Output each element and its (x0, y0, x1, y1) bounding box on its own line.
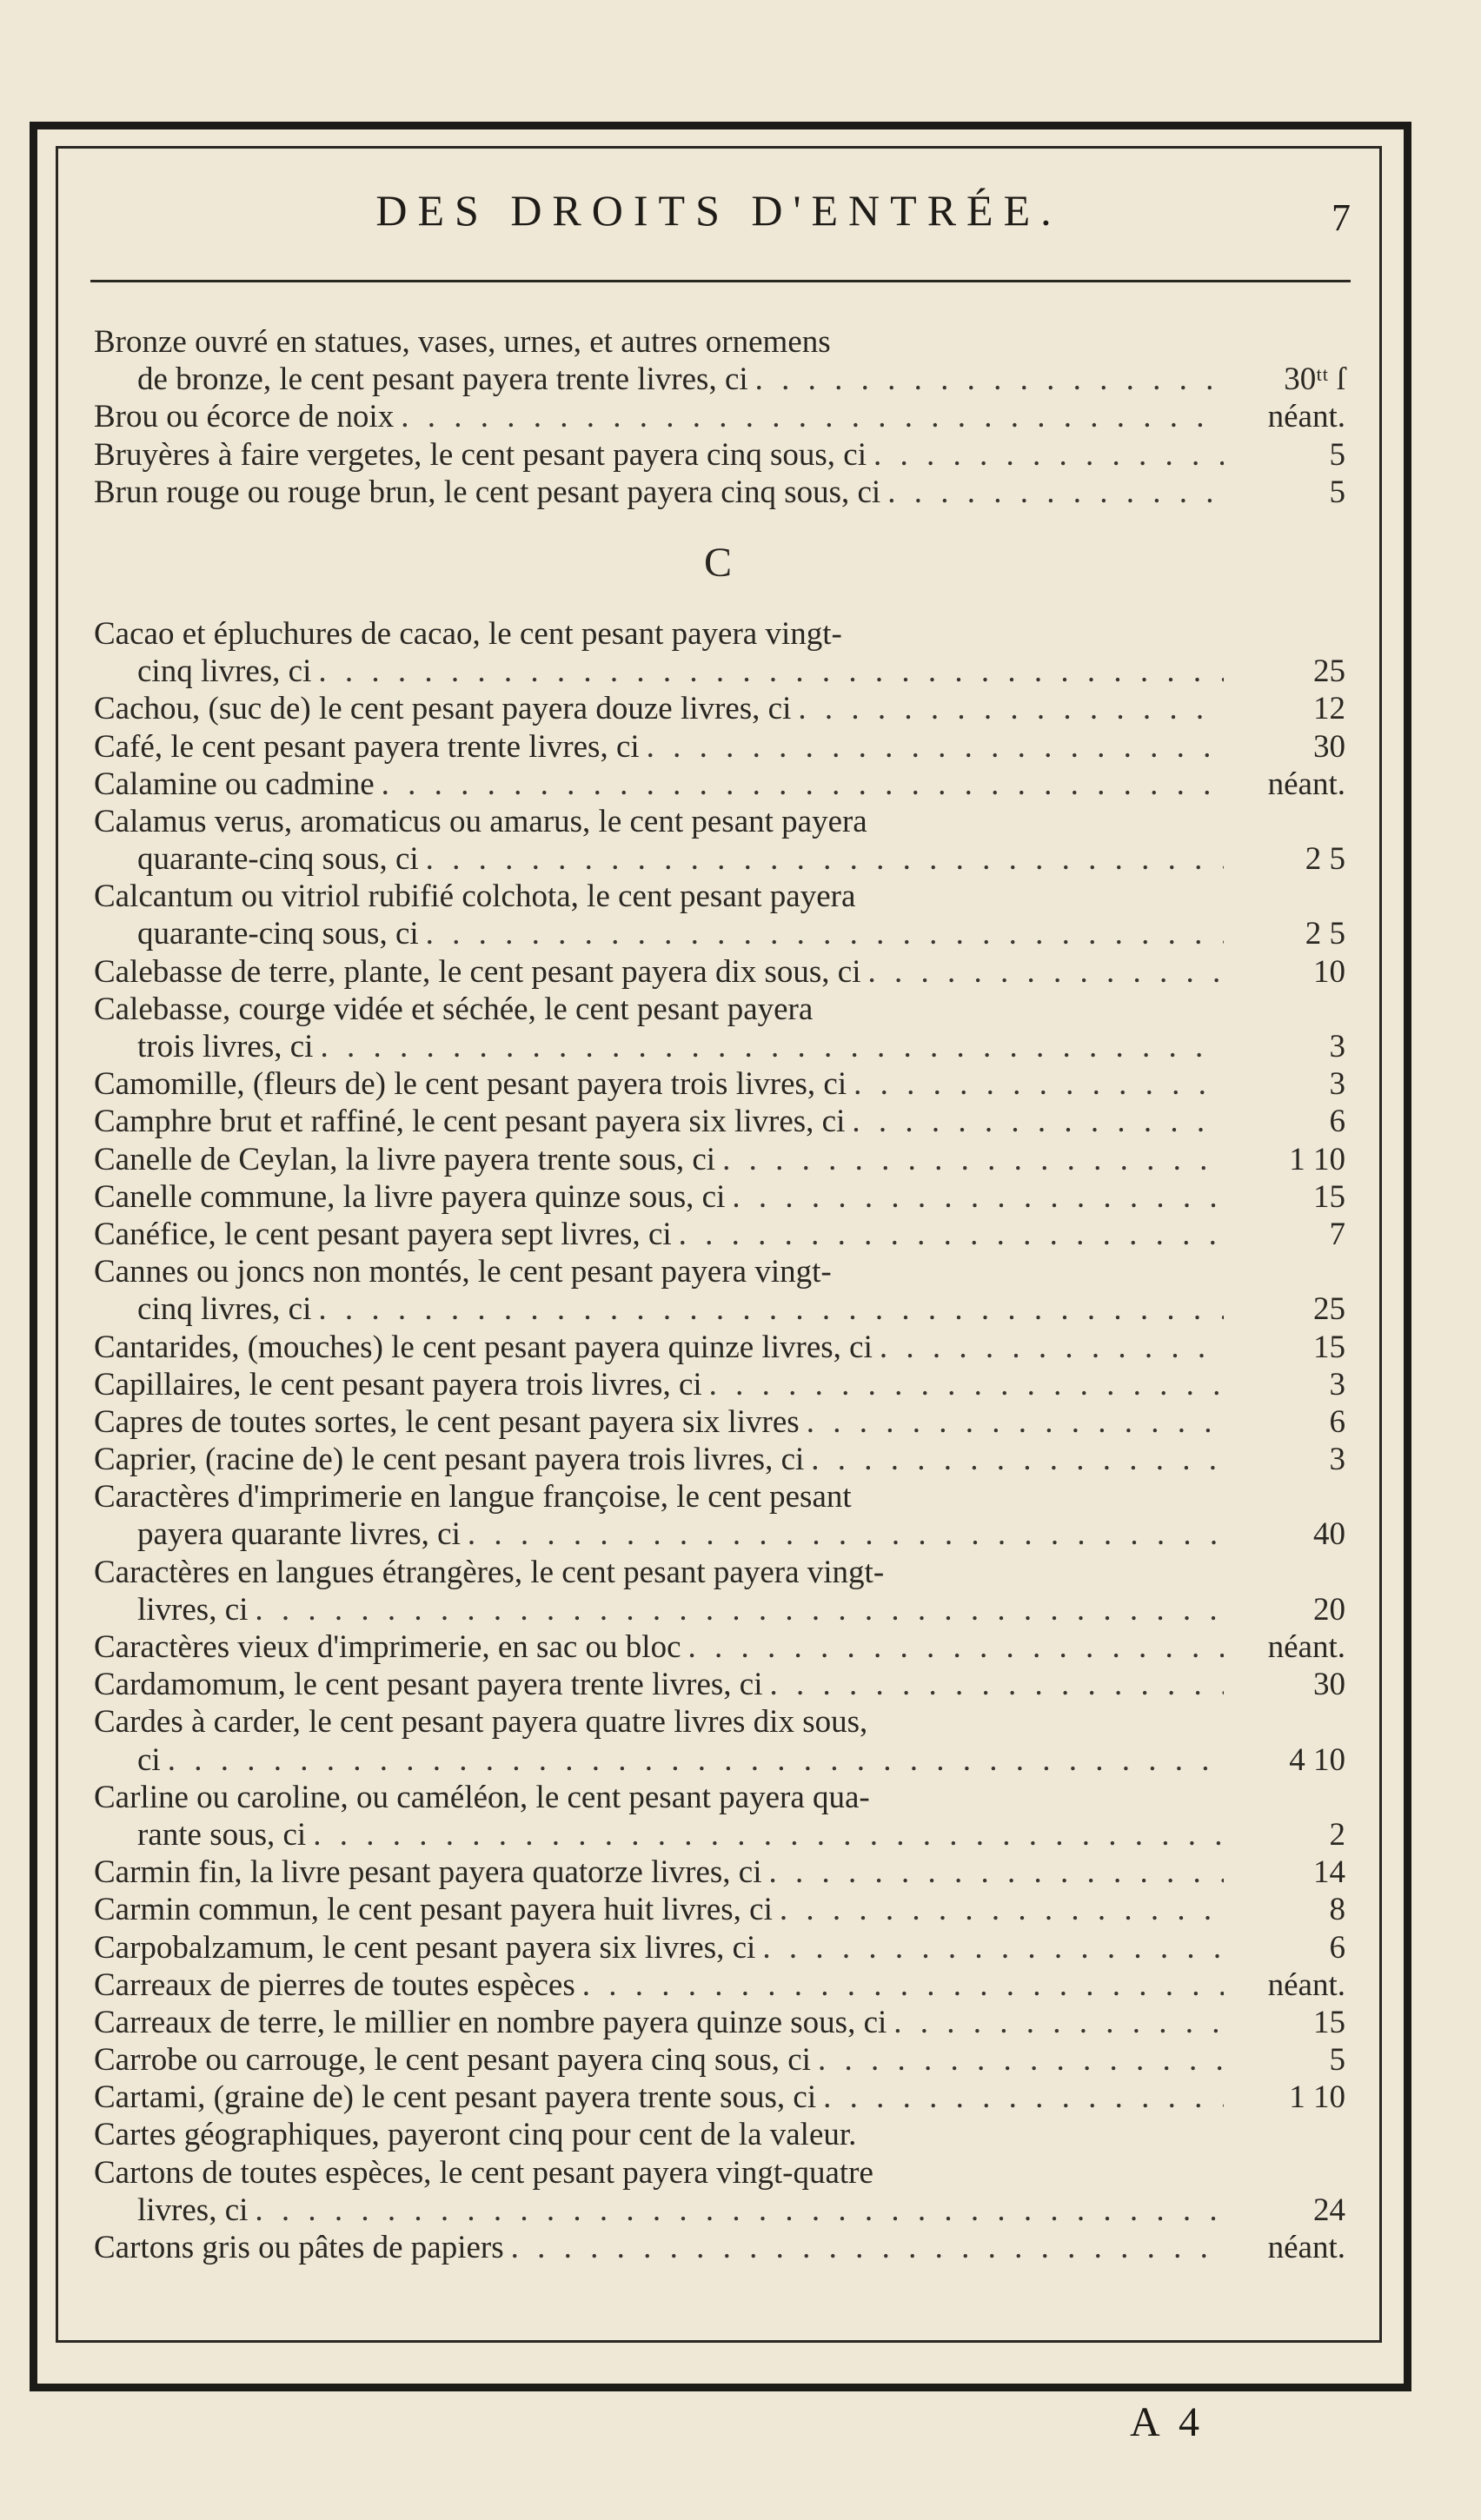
tariff-entry (94, 1329, 1345, 1366)
entry-line (94, 1366, 1345, 1403)
duty-amount: 1 10 (1289, 1141, 1345, 1177)
entry-text: Canéfice, le cent pesant payera sept livres, ci (94, 1216, 672, 1252)
entry-line (94, 1403, 1345, 1441)
tariff-entry (94, 1779, 1345, 1854)
tariff-entry (94, 991, 1345, 1065)
tariff-entry (94, 2041, 1345, 2079)
entry-line (94, 991, 1345, 1028)
dot-leaders (647, 728, 1224, 766)
duty-amount: 6 (1329, 1403, 1345, 1440)
dot-leaders (755, 361, 1224, 398)
entry-text: livres, ci (137, 2192, 249, 2228)
tariff-entry (94, 1966, 1345, 2004)
running-title: DES DROITS D'ENTRÉE. (375, 186, 1062, 235)
dot-leaders (880, 1329, 1224, 1366)
tariff-entry (94, 1854, 1345, 1891)
dot-leaders (320, 1028, 1224, 1065)
duty-amount: 2 5 (1305, 841, 1345, 878)
duty-amount: 6 (1329, 1929, 1345, 1966)
entry-line (94, 1141, 1345, 1178)
entry-text: Cannes ou joncs non montés, le cent pesant payera vingt- (94, 1254, 832, 1290)
tariff-entry (94, 1065, 1345, 1103)
entry-line (94, 690, 1345, 727)
duty-amount: 24 (1313, 2192, 1345, 2228)
entry-line (94, 2192, 1345, 2229)
duty-amount: 3 (1329, 1066, 1345, 1103)
entry-text: Camphre brut et raffiné, le cent pesant payera six livres, ci (94, 1104, 846, 1140)
entry-text: Cardes à carder, le cent pesant payera quatre livres dix sous, (94, 1704, 868, 1741)
entry-line (94, 878, 1345, 915)
entry-text: Brun rouge ou rouge brun, le cent pesant payera cinq sous, ci (94, 474, 881, 510)
tariff-entry (94, 690, 1345, 727)
entry-text: Caprier, (racine de) le cent pesant payera trois livres, ci (94, 1442, 805, 1478)
entry-line (94, 1628, 1345, 1666)
tariff-entry (94, 1628, 1345, 1666)
entry-text: Capres de toutes sortes, le cent pesant payera six livres (94, 1403, 800, 1440)
entry-line (94, 1028, 1345, 1065)
duty-amount: 3 (1329, 1029, 1345, 1064)
entry-line (94, 653, 1345, 690)
entry-text: Canelle commune, la livre payera quinze sous, ci (94, 1178, 726, 1215)
tariff-entry (94, 878, 1345, 952)
entry-line (94, 915, 1345, 952)
entry-line (94, 1779, 1345, 1816)
dot-leaders (679, 1216, 1224, 1253)
entry-text: Cantarides, (mouches) le cent pesant payera quinze livres, ci (94, 1329, 873, 1365)
duty-amount: 15 (1313, 2004, 1345, 2040)
dot-leaders (762, 1929, 1224, 1966)
tariff-entry (94, 1929, 1345, 1966)
entry-text: quarante-cinq sous, ci (137, 916, 419, 952)
tariff-entry (94, 1366, 1345, 1403)
entry-text: Calebasse, courge vidée et séchée, le cent pesant payera (94, 991, 814, 1027)
tariff-entry (94, 1141, 1345, 1178)
entry-line (94, 1854, 1345, 1891)
entry-line (94, 1103, 1345, 1140)
dot-leaders (318, 653, 1224, 690)
dot-leaders (768, 1854, 1224, 1891)
entry-line (94, 1515, 1345, 1553)
entry-line (94, 2116, 1345, 2153)
tariff-entry (94, 474, 1345, 511)
entry-line (94, 1891, 1345, 1928)
entry-line (94, 2079, 1345, 2116)
entry-text: Calamine ou cadmine (94, 766, 375, 802)
entry-text: Bruyères à faire vergetes, le cent pesant payera cinq sous, ci (94, 436, 867, 473)
duty-amount: 12 (1313, 691, 1345, 727)
dot-leaders (887, 474, 1224, 511)
tariff-entry (94, 728, 1345, 766)
entry-text: Caractères en langues étrangères, le cent pesant payera vingt- (94, 1554, 885, 1590)
entry-text: Calebasse de terre, plante, le cent pesant payera dix sous, ci (94, 953, 861, 990)
entry-text: Carreaux de terre, le millier en nombre payera quinze sous, ci (94, 2004, 887, 2040)
duty-amount: 3 (1329, 1366, 1345, 1403)
duty-amount: 2 (1329, 1816, 1345, 1853)
entry-line (94, 840, 1345, 878)
entry-text: Calamus verus, aromaticus ou amarus, le cent pesant payera (94, 803, 867, 839)
entry-text: Camomille, (fleurs de) le cent pesant payera trois livres, ci (94, 1066, 847, 1103)
entry-text: Bronze ouvré en statues, vases, urnes, et autres ornemens (94, 324, 831, 360)
dot-leaders (318, 1290, 1224, 1328)
entry-line (94, 1591, 1345, 1628)
entry-text: Café, le cent pesant payera trente livres, ci (94, 728, 640, 765)
entry-line (94, 1216, 1345, 1253)
entry-text: Caractères vieux d'imprimerie, en sac ou bloc (94, 1629, 681, 1665)
duty-amount: néant. (1267, 399, 1345, 435)
entry-text: cinq livres, ci (137, 1291, 312, 1328)
dot-leaders (811, 1441, 1224, 1478)
entries-b-section (94, 323, 1345, 511)
tariff-entry (94, 766, 1345, 803)
entry-line (94, 398, 1345, 435)
tariff-entry (94, 1216, 1345, 1253)
dot-leaders (313, 1816, 1224, 1854)
duty-amount: 5 (1329, 436, 1345, 473)
entry-line (94, 1065, 1345, 1103)
entry-text: ci (137, 1741, 161, 1778)
tariff-entry (94, 323, 1345, 398)
entry-line (94, 1554, 1345, 1591)
tariff-entry (94, 1703, 1345, 1778)
entry-line (94, 474, 1345, 511)
entry-text: Cartes géographiques, payeront cinq pour cent de la valeur. (94, 2117, 857, 2153)
dot-leaders (868, 953, 1224, 991)
entry-text: Cacao et épluchures de cacao, le cent pesant payera vingt- (94, 615, 842, 652)
entry-line (94, 2229, 1345, 2266)
duty-amount: néant. (1267, 766, 1345, 802)
entry-line (94, 1478, 1345, 1515)
duty-amount: 30 (1313, 1667, 1345, 1703)
duty-amount: 4 10 (1289, 1741, 1345, 1778)
dot-leaders (426, 840, 1224, 878)
dot-leaders (511, 2229, 1224, 2266)
entry-text: quarante-cinq sous, ci (137, 841, 419, 878)
tariff-entry (94, 803, 1345, 878)
dot-leaders (732, 1178, 1224, 1216)
tariff-entry (94, 953, 1345, 991)
entry-line (94, 615, 1345, 653)
entry-line (94, 2041, 1345, 2079)
entry-line (94, 1666, 1345, 1703)
entry-text: Carmin commun, le cent pesant payera huit livres, ci (94, 1892, 773, 1928)
dot-leaders (807, 1403, 1224, 1441)
entry-text: Cardamomum, le cent pesant payera trente livres, ci (94, 1667, 763, 1703)
entry-line (94, 323, 1345, 361)
duty-amount: 25 (1313, 1291, 1345, 1328)
page-header (56, 178, 1382, 248)
dot-leaders (893, 2004, 1224, 2041)
tariff-entry (94, 1478, 1345, 1553)
entry-line (94, 803, 1345, 840)
entry-text: Cartons de toutes espèces, le cent pesant payera vingt-quatre (94, 2154, 873, 2191)
entry-text: Cartons gris ou pâtes de papiers (94, 2230, 504, 2265)
entry-text: Calcantum ou vitriol rubifié colchota, le cent pesant payera (94, 879, 856, 915)
tariff-entry (94, 2229, 1345, 2266)
duty-amount: 5 (1329, 474, 1345, 510)
duty-amount: 3 (1329, 1442, 1345, 1478)
entry-line (94, 1178, 1345, 1216)
dot-leaders (582, 1966, 1224, 2004)
tariff-entry (94, 2154, 1345, 2229)
page-number: 7 (1332, 196, 1351, 239)
dot-leaders (426, 915, 1224, 952)
header-rule (90, 280, 1351, 282)
duty-amount: 5 (1329, 2042, 1345, 2079)
duty-amount: 14 (1313, 1854, 1345, 1891)
duty-amount: 25 (1313, 653, 1345, 690)
entry-line (94, 2004, 1345, 2041)
tariff-entry (94, 1554, 1345, 1628)
tariff-entry (94, 1103, 1345, 1140)
entry-line (94, 436, 1345, 474)
entry-line (94, 1929, 1345, 1966)
dot-leaders (853, 1065, 1224, 1103)
duty-amount: 40 (1313, 1516, 1345, 1553)
entry-text: Canelle de Ceylan, la livre payera trente sous, ci (94, 1141, 716, 1177)
duty-amount: néant. (1267, 1629, 1345, 1665)
entry-text: Brou ou écorce de noix (94, 399, 395, 435)
tariff-entry (94, 436, 1345, 474)
entry-text: Carmin fin, la livre pesant payera quatorze livres, ci (94, 1854, 762, 1891)
dot-leaders (168, 1741, 1224, 1779)
section-letter: C (703, 539, 735, 586)
entry-line (94, 953, 1345, 991)
duty-amount: 1 10 (1289, 2079, 1345, 2116)
duty-amount: 7 (1329, 1216, 1345, 1252)
entry-line (94, 1290, 1345, 1328)
tariff-entry (94, 1178, 1345, 1216)
entry-text: Carpobalzamum, le cent pesant payera six livres, ci (94, 1929, 756, 1966)
entry-line (94, 1816, 1345, 1854)
entry-line (94, 1441, 1345, 1478)
duty-amount: 15 (1313, 1329, 1345, 1365)
duty-amount: 10 (1313, 953, 1345, 990)
tariff-entry (94, 1666, 1345, 1703)
tariff-entry (94, 2079, 1345, 2116)
duty-amount: 30 (1313, 728, 1345, 765)
tariff-list (94, 323, 1345, 2266)
dot-leaders (722, 1141, 1224, 1178)
entry-text: trois livres, ci (137, 1029, 314, 1064)
duty-amount: 20 (1313, 1591, 1345, 1628)
duty-amount: 8 (1329, 1892, 1345, 1928)
entry-line (94, 1703, 1345, 1741)
duty-amount: 30ᵗᵗ ſ (1284, 361, 1345, 398)
entry-text: Carreaux de pierres de toutes espèces (94, 1966, 575, 2003)
signature-mark: A 4 (1130, 2399, 1205, 2445)
entry-line (94, 728, 1345, 766)
dot-leaders (468, 1515, 1224, 1553)
duty-amount: néant. (1267, 2230, 1345, 2265)
entry-text: Caractères d'imprimerie en langue françoise, le cent pesant (94, 1479, 852, 1515)
tariff-entry (94, 1891, 1345, 1928)
entry-text: Cachou, (suc de) le cent pesant payera douze livres, ci (94, 691, 792, 727)
tariff-entry (94, 2116, 1345, 2153)
entry-line (94, 766, 1345, 803)
dot-leaders (709, 1366, 1224, 1403)
tariff-entry (94, 2004, 1345, 2041)
dot-leaders (852, 1103, 1224, 1140)
tariff-entry (94, 1253, 1345, 1328)
dot-leaders (818, 2041, 1224, 2079)
dot-leaders (688, 1628, 1225, 1666)
entry-text: Cartami, (graine de) le cent pesant payera trente sous, ci (94, 2079, 817, 2116)
entry-text: payera quarante livres, ci (137, 1516, 461, 1553)
dot-leaders (382, 766, 1224, 803)
entry-line (94, 361, 1345, 398)
dot-leaders (401, 398, 1224, 435)
dot-leaders (780, 1891, 1224, 1928)
dot-leaders (255, 2192, 1224, 2229)
entry-text: de bronze, le cent pesant payera trente livres, ci (137, 361, 748, 398)
dot-leaders (770, 1666, 1224, 1703)
entry-text: Carline ou caroline, ou caméléon, le cent pesant payera qua- (94, 1779, 870, 1815)
duty-amount: 2 5 (1305, 916, 1345, 952)
entry-line (94, 2154, 1345, 2192)
duty-amount: néant. (1267, 1966, 1345, 2003)
entry-text: livres, ci (137, 1591, 249, 1628)
entries-c-section (94, 615, 1345, 2266)
tariff-entry (94, 1441, 1345, 1478)
dot-leaders (873, 436, 1224, 474)
dot-leaders (255, 1591, 1224, 1628)
tariff-entry (94, 1403, 1345, 1441)
duty-amount: 15 (1313, 1178, 1345, 1215)
entry-text: rante sous, ci (137, 1816, 307, 1853)
entry-line (94, 1966, 1345, 2004)
entry-text: cinq livres, ci (137, 653, 312, 690)
entry-text: Capillaires, le cent pesant payera trois livres, ci (94, 1366, 702, 1403)
dot-leaders (798, 690, 1224, 727)
duty-amount: 6 (1329, 1104, 1345, 1140)
entry-text: Carrobe ou carrouge, le cent pesant payera cinq sous, ci (94, 2042, 811, 2079)
entry-line (94, 1253, 1345, 1290)
tariff-entry (94, 615, 1345, 690)
entry-line (94, 1741, 1345, 1779)
tariff-entry (94, 398, 1345, 435)
entry-line (94, 1329, 1345, 1366)
dot-leaders (823, 2079, 1224, 2116)
